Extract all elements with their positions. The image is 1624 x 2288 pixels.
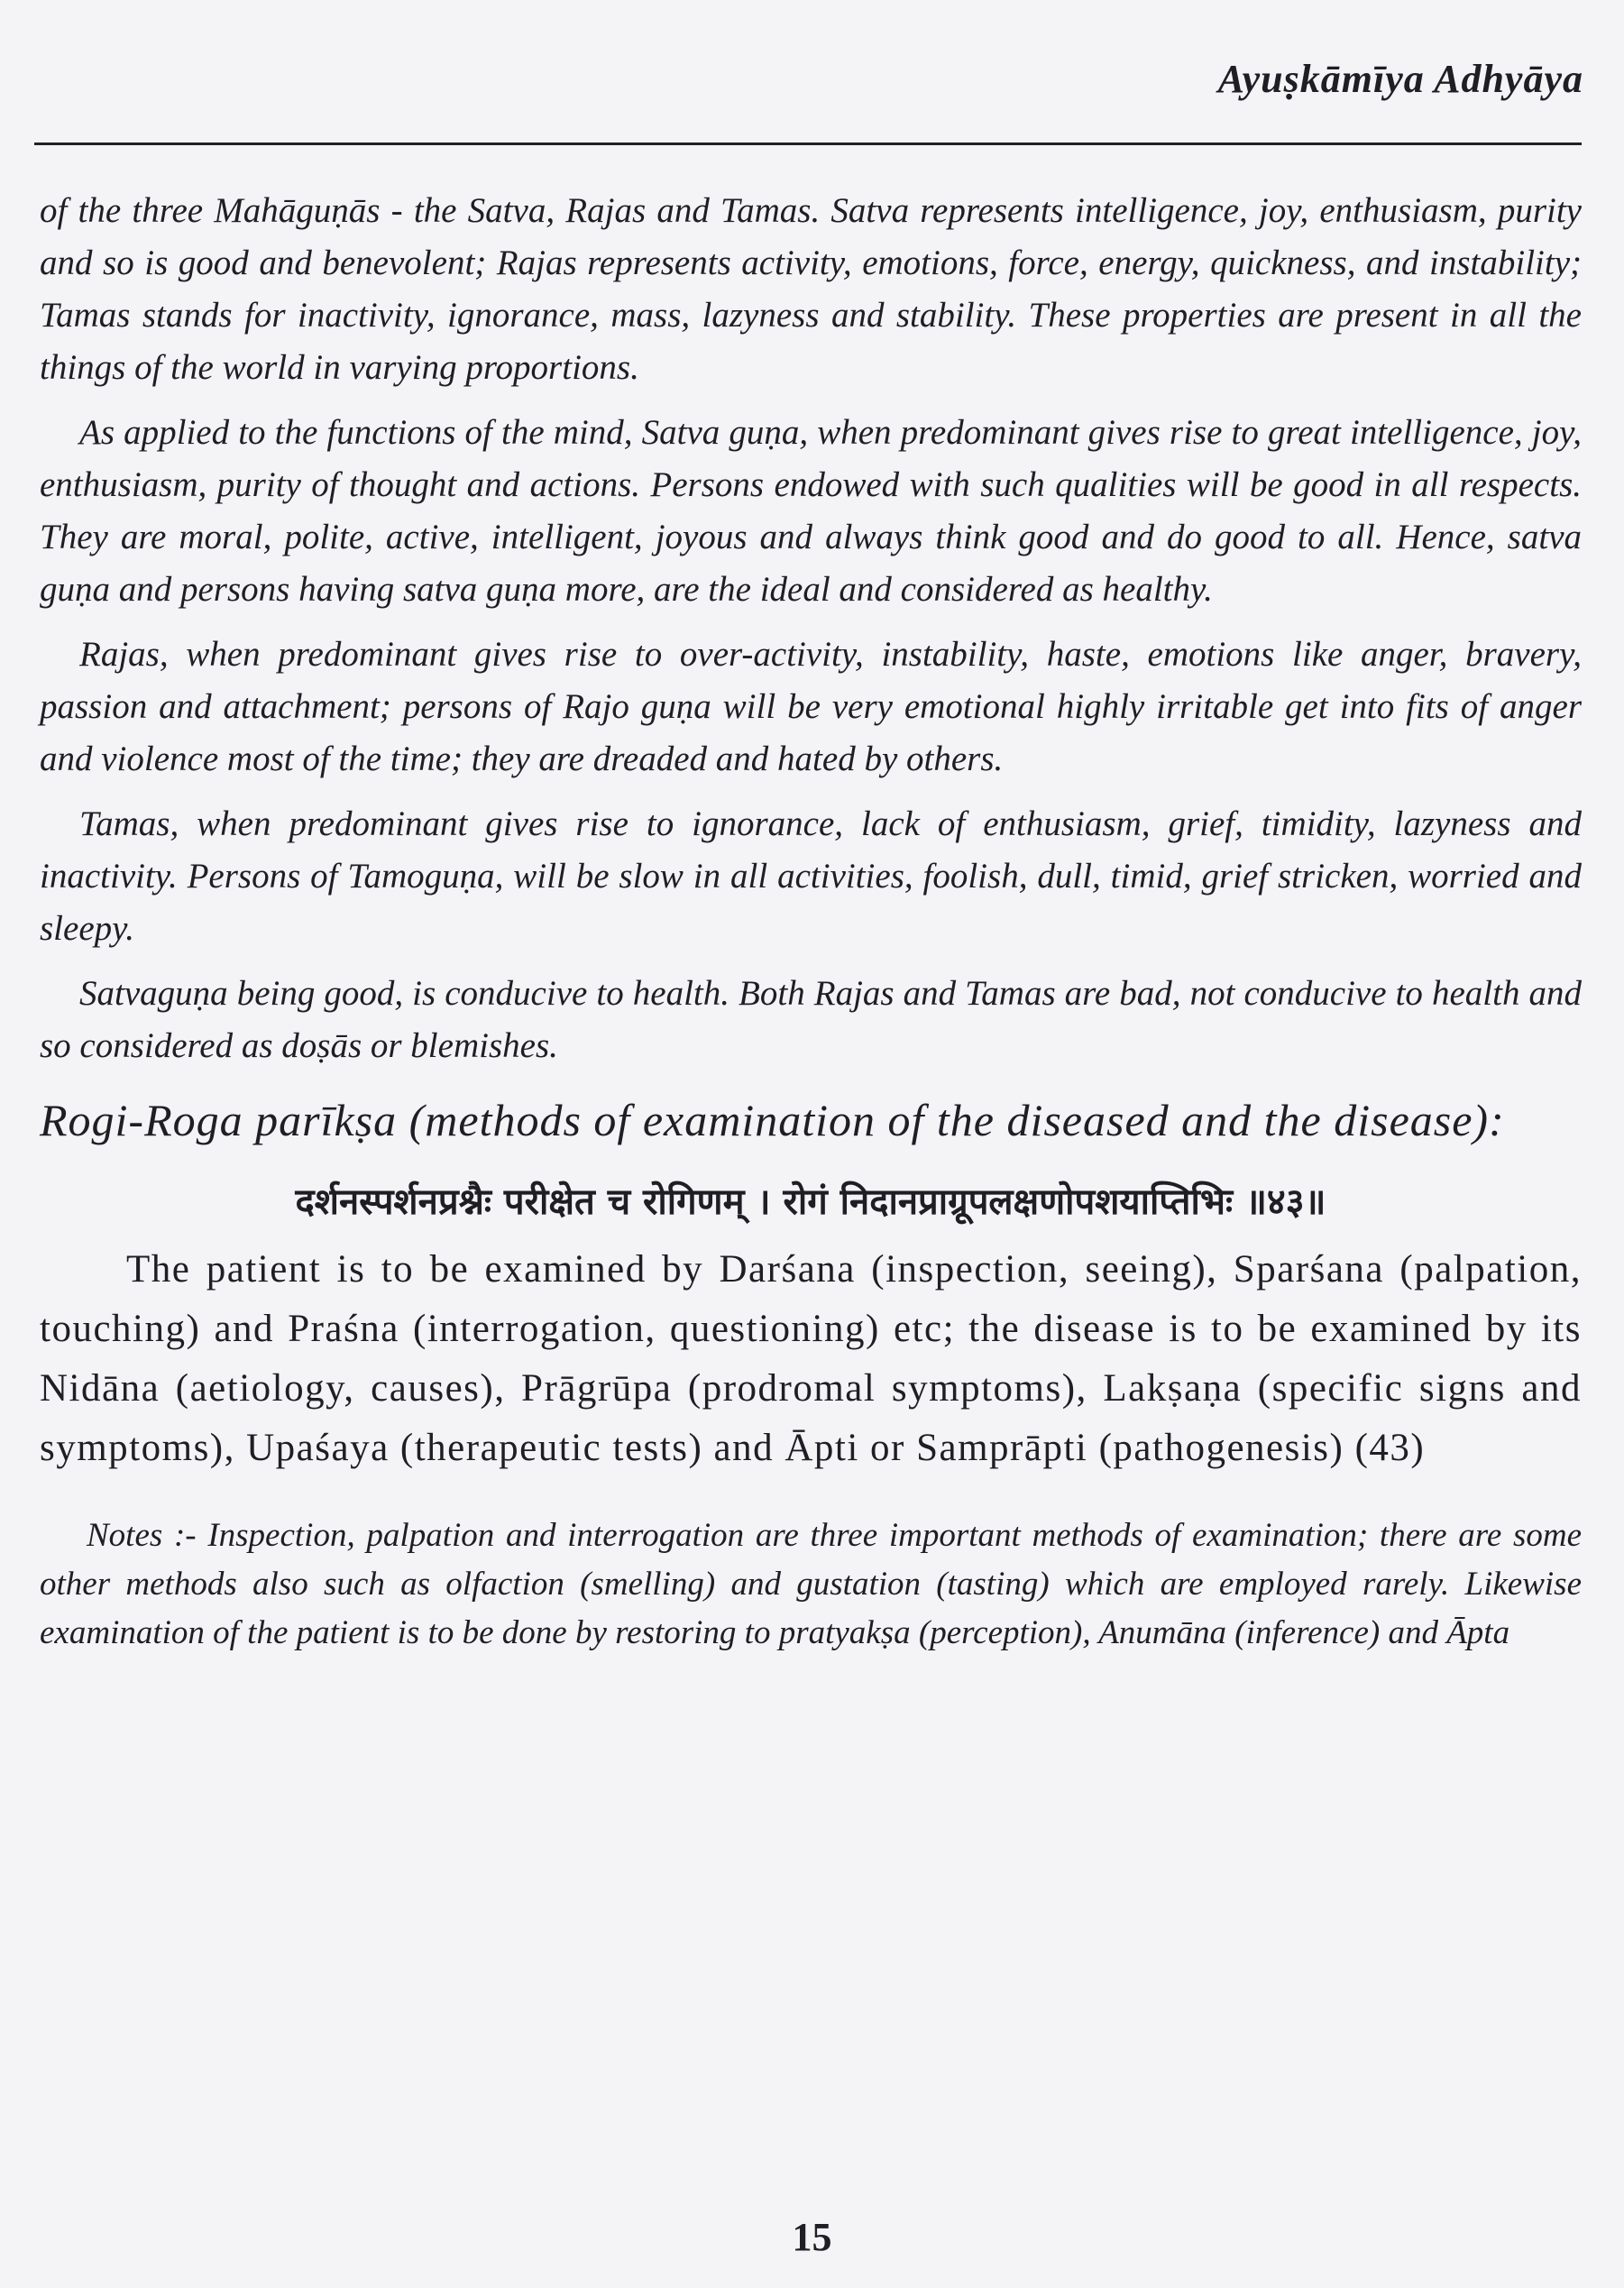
paragraph-text: As applied to the functions of the mind, Satva guṇa, when predominant gives rise to great intelligence, joy, enthusiasm, purity of thought and actions. Persons endowed with such qualities will be good in all respects. They are moral, polite, active, intelligent, joyous and always think good and do good to all. Hence, satva guṇa and persons having satva guṇa more, are the ideal and considered as healthy. <box>40 413 1582 609</box>
sanskrit-verse: दर्शनस्पर्शनप्रश्नैः परीक्षेत च रोगिणम् । रोगं निदानप्राग्रूपलक्षणोपशयाप्तिभिः ॥४३॥ <box>295 1181 1326 1223</box>
notes-text: Notes :- Inspection, palpation and interrogation are three important methods of examination; there are some other methods also such as olfaction (smelling) and gustation (tasting) which are employed rarely. Likewise examination of the patient is to be done by restoring to pratyakṣa (perception), Anumāna (inference) and Āpta <box>40 1517 1582 1651</box>
paragraph-text: Tamas, when predominant gives rise to ignorance, lack of enthusiasm, grief, timidity, lazyness and inactivity. Persons of Tamoguṇa, will be slow in all activities, foolish, dull, timid, grief stricken, worried and sleepy. <box>40 804 1582 948</box>
paragraph-satva <box>40 407 1582 616</box>
paragraph-text: of the three Mahāguṇās - the Satva, Rajas and Tamas. Satva represents intelligence, joy, enthusiasm, purity and so is good and benevolent; Rajas represents activity, emotions, force, energy, quickness, and instability; Tamas stands for inactivity, ignorance, mass, lazyness and stability. These properties are present in all the things of the world in varying proportions. <box>40 191 1582 387</box>
header-rule <box>34 142 1582 145</box>
section-heading: Rogi-Roga parīkṣa (methods of examination of the diseased and the disease): <box>40 1095 1505 1145</box>
paragraph-text: Satvaguṇa being good, is conducive to health. Both Rajas and Tamas are bad, not conducive to health and so considered as doṣās or blemishes. <box>40 974 1582 1065</box>
paragraph-tamas <box>40 798 1582 955</box>
running-title: Ayuṣkāmīya Adhyāya <box>1217 57 1583 101</box>
page-body <box>40 185 1582 1691</box>
paragraph-text: Rajas, when predominant gives rise to over-activity, instability, haste, emotions like anger, bravery, passion and attachment; persons of Rajo guṇa will be very emotional highly irritable get into fits of anger and violence most of the time; they are dreaded and hated by others. <box>40 635 1582 778</box>
notes-paragraph <box>40 1512 1582 1658</box>
paragraph-gunas <box>40 185 1582 394</box>
page-number: 15 <box>792 2215 832 2259</box>
verse-translation <box>40 1240 1582 1478</box>
translation-text: The patient is to be examined by Darśana (inspection, seeing), Sparśana (palpation, touching) and Praśna (interrogation, questioning) etc; the disease is to be examined by its Nidāna (aetiology, causes), Prāgrūpa (prodromal symptoms), Lakṣaṇa (specific signs and symptoms), Upaśaya (therapeutic tests) and Āpti or Samprāpti (pathogenesis) (43) <box>40 1248 1582 1469</box>
paragraph-rajas <box>40 629 1582 786</box>
paragraph-satvaguna <box>40 968 1582 1072</box>
